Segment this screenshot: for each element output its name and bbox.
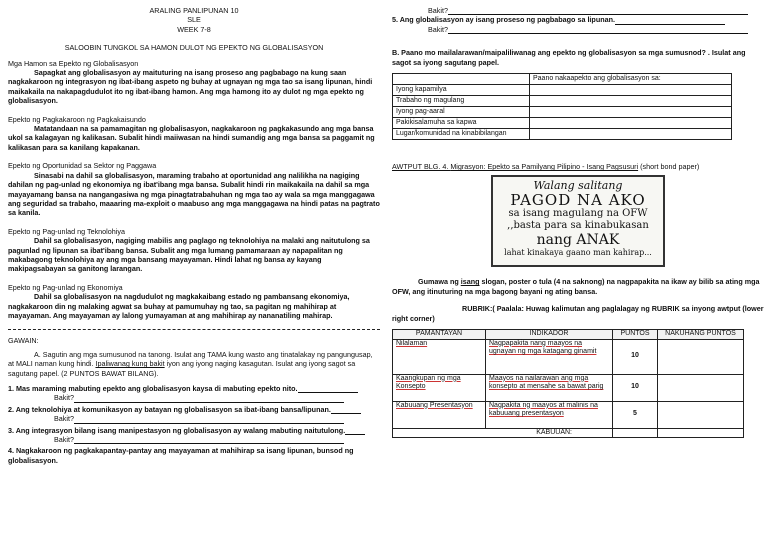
row-label: Trabaho ng magulang: [393, 96, 530, 107]
answer-line[interactable]: [615, 16, 725, 25]
answer-line[interactable]: [74, 435, 344, 444]
section: [8, 283, 380, 321]
awtput-title: Migrasyon: Epekto sa Pamilyang Pilipino - Isang Pagsusuri: [450, 162, 639, 172]
poster-line: ,,basta para sa kinabukasan: [507, 220, 649, 232]
week-line: WEEK 7-8: [177, 24, 211, 34]
poster-line: lahat kinakaya gaano man kahirap...: [504, 248, 652, 258]
poster-line: sa isang magulang na OFW: [508, 208, 648, 220]
answer-cell[interactable]: [530, 96, 732, 107]
table-header-row: [393, 74, 732, 85]
bakit-label: Bakit?: [54, 435, 74, 445]
rubric-row: [393, 401, 744, 428]
question-item: [8, 405, 380, 424]
ofw-poster-image: [491, 175, 665, 267]
gumawa-text-2: slogan, poster o tula (4 na saknong) na nagpapakita na ikaw ay bilib sa ating mga OFW, ang itinuturing na mga bagong bayani ng ating bansa.: [392, 277, 760, 296]
gawain-text-1: A. Sagutin ang mga sumusunod na tanong. Isulat ang TAMA kung wasto ang tinatalakay ng pangungusap, at MALI naman kung hindi.: [8, 349, 373, 369]
section-heading: Epekto ng Pag-unlad ng Ekonomiya: [8, 282, 123, 292]
rubric-table: [392, 329, 744, 438]
rubric-points: 10: [613, 339, 658, 374]
question-text: 5. Ang globalisasyon ay isang proseso ng pagbabago sa lipunan.: [392, 15, 615, 25]
answer-line[interactable]: [74, 415, 344, 424]
awtput-note: (short bond paper): [640, 162, 700, 172]
rubric-indicator: Nagpakita ng maayos at malinis na kabuuang presentasyon: [486, 401, 613, 428]
table-cell: [393, 74, 530, 85]
table-row: [393, 118, 732, 129]
lesson-sections: [8, 59, 380, 321]
awtput-heading: [392, 162, 764, 171]
question-item: [8, 426, 380, 445]
gawain-instruction: [8, 350, 380, 378]
row-label: Lugar/komunidad na kinabibilangan: [393, 129, 530, 140]
question-item: [8, 384, 380, 403]
poster-line: Walang salitang: [533, 179, 623, 193]
answer-line[interactable]: [298, 384, 358, 393]
answer-line[interactable]: [331, 405, 361, 414]
rubric-criterion: Nilalaman: [393, 339, 486, 374]
rubric-total-row: [393, 428, 744, 438]
table-row: [393, 107, 732, 118]
answer-cell[interactable]: [530, 118, 732, 129]
question-text: 1. Mas maraming mabuting epekto ang globalisasyon kaysa di mabuting epekto nito.: [8, 384, 298, 393]
gumawa-text-1: Gumawa ng: [418, 277, 461, 287]
question-item: [392, 15, 764, 24]
right-page: [392, 0, 764, 544]
left-page: [8, 0, 380, 544]
bakit-label: Bakit?: [54, 393, 74, 403]
gawain-label: GAWAIN:: [8, 336, 39, 346]
answer-line[interactable]: [345, 426, 365, 435]
bakit-label: Bakit?: [54, 414, 74, 424]
row-label: Iyong pag-aaral: [393, 107, 530, 118]
rubric-total-points: [613, 428, 658, 438]
poster-line: PAGOD NA AKO: [510, 191, 646, 210]
answer-cell[interactable]: [530, 107, 732, 118]
question-text: 3. Ang integrasyon bilang isang manipestasyon ng globalisasyon ay walang mabuting naitutulong.: [8, 425, 346, 435]
section-body: Dahil sa globalisasyon, nagiging mabilis ang paglago ng teknolohiya na malaki ang naitutulong sa pagunlad ng lipunan sa ibat'ibang bansa. Subalit ang mga lumang pamamaraan ay napapalitan ng makabagong teknolohiya ay ang mga bansang mayayaman. Hindi lahat ng bansa ay kayang makipagsabayan sa ganitong larangan.: [8, 236, 370, 274]
section-body: Sinasabi na dahil sa globalisasyon, maraming trabaho at oportunidad ang nalilikha na nagiging dahilan ng pag-unlad ng ekonomiya ng ibat'ibang mga bansa. Subalit hindi rin maikakaila na dahil sa mga mayayamang bansa na nangangasiwa ng mga pinagtatrabahuhan ng mga tao ay wala sa mga manggagawa ang seguridad sa trabaho, maaaring ma-exploit o maabuso ang mga manggagawa na hindi patas na pagtrato sa kanila.: [8, 170, 380, 218]
question-text: 2. Ang teknolohiya at komunikasyon ay batayan ng globalisasyon sa ibat-ibang bansa/lipunan.: [8, 404, 331, 414]
rubric-header-row: [393, 330, 744, 340]
question-list: [8, 384, 380, 465]
rubric-header: INDIKADOR: [486, 330, 613, 340]
rubric-row: [393, 374, 744, 401]
subject-line: ARALING PANLIPUNAN 10: [149, 6, 239, 15]
part-b-instruction: B. Paano mo mailalarawan/maipaliliwanag ang epekto ng globalisasyon sa mga sumusnod? . Isulat ang sagot sa iyong sagutang papel.: [392, 48, 746, 67]
section-body: Sapagkat ang globalisasyon ay maituturing na isang proseso ang pagbabago na kung saan nagkakaroon ng integrasyon ng ibat-ibang aspeto ng buhay at ugnayan ng mga tao sa isang lipunan, hindi maikakaila na nakapagdudulot ito ng ibat-ibang hamon. Ang mga hamong ito ay dulot ng mga epekto ng globalisasyon.: [8, 68, 373, 106]
question-item: [8, 446, 380, 465]
rubric-criterion: Kabuuang Presentasyon: [393, 401, 486, 428]
section: [8, 161, 380, 217]
top-bakit-row: [392, 6, 764, 15]
answer-line[interactable]: [448, 6, 748, 15]
effects-table: [392, 73, 732, 140]
rubric-total-label: KABUUAN:: [393, 428, 613, 438]
row-label: Iyong kapamilya: [393, 85, 530, 96]
table-header: Paano nakaapekto ang globalisasyon sa:: [530, 74, 732, 85]
answer-line[interactable]: [448, 25, 748, 34]
bakit-label: Bakit?: [428, 6, 448, 15]
section-heading: Mga Hamon sa Epekto ng Globalisasyon: [8, 58, 139, 68]
dashed-divider: [8, 329, 380, 330]
rubric-row: [393, 339, 744, 374]
rubric-total-score[interactable]: [658, 428, 744, 438]
rubric-score-cell[interactable]: [658, 374, 744, 401]
rubric-points: 10: [613, 374, 658, 401]
rubric-score-cell[interactable]: [658, 339, 744, 374]
rubrik-note: RUBRIK:( Paalala: Huwag kalimutan ang paglalagay ng RUBRIK sa inyong awtput (lower right corner): [392, 304, 764, 323]
rubric-score-cell[interactable]: [658, 401, 744, 428]
awtput-label: AWTPUT BLG. 4.: [392, 162, 451, 172]
table-row: [393, 96, 732, 107]
gumawa-underlined: isang: [460, 277, 480, 287]
row-label: Pakikisalamuha sa kapwa: [393, 118, 530, 129]
question-text: 4. Nagkakaroon ng pagkakapantay-pantay ang mayayaman at mahihirap sa isang lipunan, bunsod ng globalisasyon.: [8, 446, 354, 465]
section: [8, 59, 380, 106]
sle-line: SLE: [187, 15, 201, 25]
section-heading: Epekto ng Oportunidad sa Sektor ng Paggawa: [8, 161, 157, 171]
doc-title: SALOOBIN TUNGKOL SA HAMON DULOT NG EPEKTO NG GLOBALISASYON: [64, 43, 324, 53]
answer-cell[interactable]: [530, 85, 732, 96]
rubric-points: 5: [613, 401, 658, 428]
bakit-row: [392, 25, 764, 34]
rubric-criterion: Kaangkupan ng mga Konsepto: [393, 374, 486, 401]
answer-line[interactable]: [74, 394, 344, 403]
section: [8, 227, 380, 274]
table-row: [393, 129, 732, 140]
section-body: Matatandaan na sa pamamagitan ng globalisasyon, nagkakaroon ng pagkakasundo ang mga bansa ukol sa kalagayan ng kalikasan. Subalit hindi maiiwasan na hindi sumandig ang mga bansa sa paggamit ng kalikasan para sa kanilang kapakanan.: [8, 124, 375, 152]
poster-line: nang ANAK: [536, 232, 620, 249]
section-heading: Epekto ng Pag-unlad ng Teknolohiya: [8, 226, 125, 236]
gumawa-instruction: [392, 277, 764, 296]
section: [8, 115, 380, 153]
section-body: Dahil sa globalisasyon na nagdudulot ng magkakaibang estado ng pambansang ekonomiya, nagkakaroon din ng malaking agwat sa buhay at pamumuhay ng tao, sa pagitan ng mahihirap at mayayaman. Ang mayayaman ay lalong yumayaman at ang mahihirap ay nananatiling mahirap.: [8, 292, 350, 320]
rubric-indicator: Nagpapakita nang maayos na ugnayan ng mga katagang ginamit: [486, 339, 613, 374]
doc-header: [8, 6, 380, 34]
section-heading: Epekto ng Pagkakaroon ng Pagkakaisundo: [8, 114, 146, 124]
rubric-header: PUNTOS: [613, 330, 658, 340]
table-row: [393, 85, 732, 96]
rubric-header: NAKUHANG PUNTOS: [658, 330, 744, 340]
rubric-header: PAMANTAYAN: [393, 330, 486, 340]
bakit-label: Bakit?: [428, 24, 448, 34]
answer-cell[interactable]: [530, 129, 732, 140]
gawain-text-2: iyon ang iyong naging kasagutan. Isulat ang iyong sagot sa sagutang papel. (2 PUNTOS BAWAT BILANG).: [8, 359, 356, 378]
gawain-underlined: Ipaliwanag kung bakit: [95, 359, 165, 369]
rubric-indicator: Maayos na nailarawan ang mga konsepto at mensahe sa bawat parig: [486, 374, 613, 401]
